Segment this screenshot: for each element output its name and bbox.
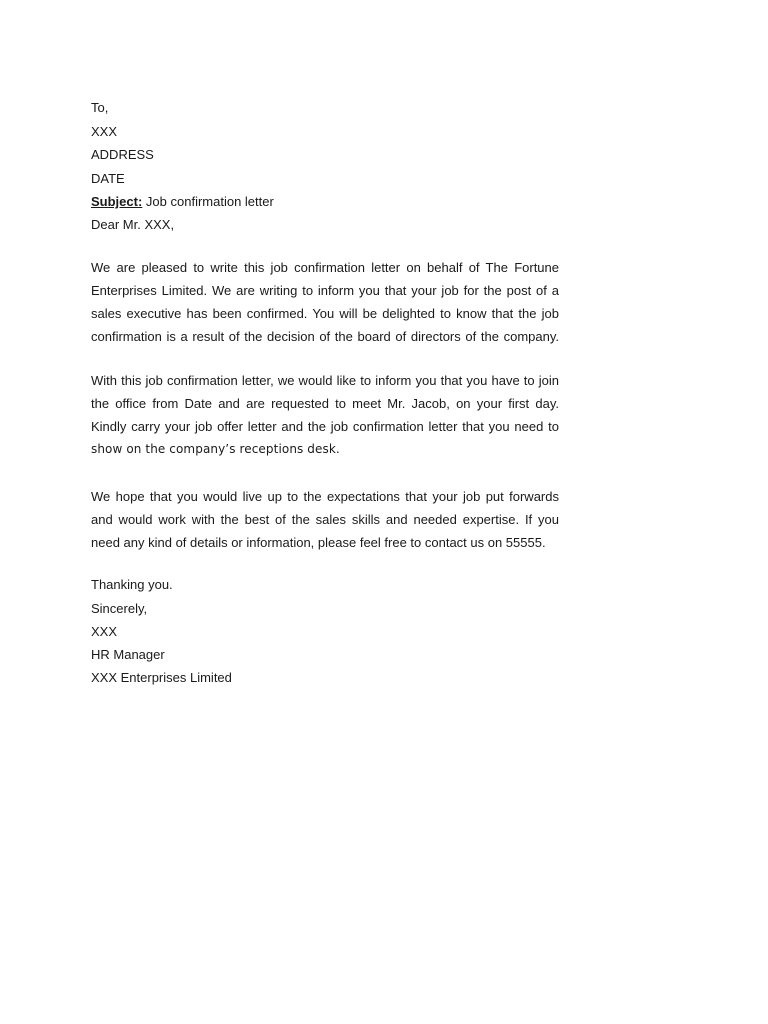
paragraph-line: and would work with the best of the sales skills and needed expertise. If you xyxy=(91,512,559,527)
recipient-name: XXX xyxy=(91,124,118,139)
to-line: To, xyxy=(91,100,109,115)
salutation: Dear Mr. XXX, xyxy=(91,217,175,232)
paragraph-line: need any kind of details or information, please feel free to contact us on 55555. xyxy=(91,535,546,550)
signatory-company: XXX Enterprises Limited xyxy=(91,670,232,685)
subject-line xyxy=(91,194,274,210)
sign-off: Sincerely, xyxy=(91,601,148,616)
signatory-title: HR Manager xyxy=(91,647,165,662)
paragraph-line: the office from Date and are requested to meet Mr. Jacob, on your first day. xyxy=(91,396,559,411)
paragraph-2 xyxy=(91,369,559,461)
paragraph-line: Enterprises Limited. We are writing to inform you that your job for the post of a xyxy=(91,283,559,298)
letter-date: DATE xyxy=(91,171,125,186)
subject-label: Subject: xyxy=(91,194,143,209)
signatory-name: XXX xyxy=(91,624,118,639)
paragraph-line: We are pleased to write this job confirmation letter on behalf of The Fortune xyxy=(91,260,559,275)
subject-text: Job confirmation letter xyxy=(145,194,274,209)
closing: Thanking you. xyxy=(91,577,173,592)
paragraph-line: Kindly carry your job offer letter and the job confirmation letter that you need to xyxy=(91,419,559,434)
paragraph-line: sales executive has been confirmed. You will be delighted to know that the job xyxy=(91,306,559,321)
paragraph-3 xyxy=(91,485,559,554)
recipient-address: ADDRESS xyxy=(91,147,154,162)
paragraph-line: confirmation is a result of the decision of the board of directors of the company. xyxy=(91,329,559,344)
paragraph-line: With this job confirmation letter, we would like to inform you that you have to join xyxy=(91,373,559,388)
paragraph-line: We hope that you would live up to the expectations that your job put forwards xyxy=(91,489,559,504)
paragraph-1 xyxy=(91,256,559,348)
paragraph-line: show on the company’s receptions desk. xyxy=(91,442,340,456)
